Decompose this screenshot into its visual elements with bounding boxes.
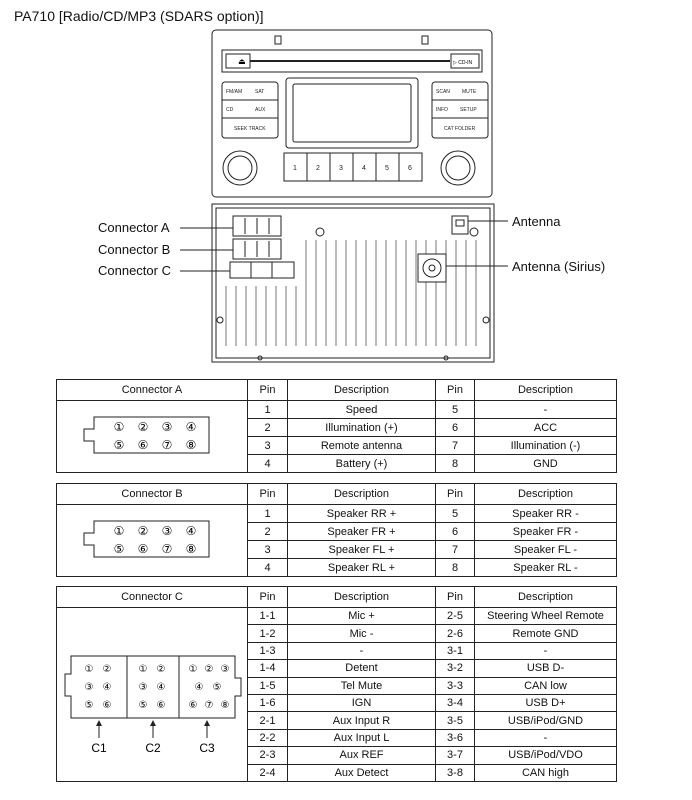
- plug-c3-label: C3: [199, 741, 215, 755]
- table-cell: 5: [436, 401, 475, 419]
- connector-b-plug-icon: [57, 505, 248, 577]
- table-cell: Aux Detect: [288, 764, 436, 781]
- table-cell: Speaker FR +: [288, 523, 436, 541]
- svg-text:③: ③: [84, 682, 94, 693]
- connector-a-table: [56, 379, 617, 473]
- table-cell: 3-8: [436, 764, 475, 781]
- svg-text:④: ④: [194, 682, 204, 693]
- table-cell: 1: [248, 401, 288, 419]
- display: [286, 78, 418, 148]
- btn-setup-label: SETUP: [460, 107, 477, 113]
- table-cell: Aux Input R: [288, 712, 436, 729]
- svg-text:⑥: ⑥: [137, 438, 149, 452]
- table-cell: Mic -: [288, 625, 436, 642]
- table-cell: 3: [248, 437, 288, 455]
- antenna-socket-icon: [452, 216, 468, 234]
- table-b-name: Connector B: [57, 484, 248, 505]
- col-pin: Pin: [436, 484, 475, 505]
- table-cell: Speaker FR -: [475, 523, 617, 541]
- table-cell: 2-5: [436, 608, 475, 625]
- table-cell: Remote GND: [475, 625, 617, 642]
- table-cell: -: [475, 401, 617, 419]
- btn-scan-label: SCAN: [436, 89, 450, 95]
- table-cell: 2-2: [248, 729, 288, 746]
- col-pin: Pin: [436, 380, 475, 401]
- table-cell: USB/iPod/GND: [475, 712, 617, 729]
- table-cell: 2-3: [248, 747, 288, 764]
- table-cell: 3-7: [436, 747, 475, 764]
- svg-text:①: ①: [113, 524, 125, 538]
- svg-text:⑦: ⑦: [161, 542, 173, 556]
- table-cell: Mic +: [288, 608, 436, 625]
- svg-text:④: ④: [185, 420, 197, 434]
- table-cell: 8: [436, 559, 475, 577]
- svg-text:⑥: ⑥: [137, 542, 149, 556]
- col-description: Description: [475, 484, 617, 505]
- table-cell: CAN low: [475, 677, 617, 694]
- svg-text:②: ②: [137, 420, 149, 434]
- svg-text:①: ①: [84, 664, 94, 675]
- svg-text:⑤: ⑤: [84, 700, 94, 711]
- table-cell: USB/iPod/VDO: [475, 747, 617, 764]
- table-cell: Speaker RL +: [288, 559, 436, 577]
- connector-c-table: [56, 586, 617, 782]
- svg-text:③: ③: [161, 524, 173, 538]
- callout-connector-b: Connector B: [98, 242, 171, 257]
- svg-text:⑦: ⑦: [204, 700, 214, 711]
- connector-b-table: [56, 483, 617, 577]
- table-cell: GND: [475, 455, 617, 473]
- table-cell: 6: [436, 523, 475, 541]
- table-cell: -: [288, 642, 436, 659]
- svg-text:③: ③: [138, 682, 148, 693]
- table-cell: Speaker FL -: [475, 541, 617, 559]
- svg-text:③: ③: [220, 664, 230, 675]
- table-cell: 3: [248, 541, 288, 559]
- table-cell: 1-5: [248, 677, 288, 694]
- preset-6: 6: [408, 165, 412, 172]
- btn-sat-label: SAT: [255, 89, 265, 95]
- table-cell: Tel Mute: [288, 677, 436, 694]
- svg-text:⑤: ⑤: [138, 700, 148, 711]
- table-cell: Speaker RL -: [475, 559, 617, 577]
- svg-text:①: ①: [188, 664, 198, 675]
- table-cell: 5: [436, 505, 475, 523]
- callout-connector-a: Connector A: [98, 220, 170, 235]
- svg-text:④: ④: [102, 682, 112, 693]
- table-cell: Illumination (-): [475, 437, 617, 455]
- preset-3: 3: [339, 165, 343, 172]
- svg-text:②: ②: [156, 664, 166, 675]
- table-cell: Speaker FL +: [288, 541, 436, 559]
- eject-label: ⏏: [238, 57, 246, 66]
- table-cell: 2-4: [248, 764, 288, 781]
- svg-text:⑥: ⑥: [102, 700, 112, 711]
- svg-text:⑤: ⑤: [212, 682, 222, 693]
- btn-cd-label: CD: [226, 107, 234, 113]
- table-cell: USB D+: [475, 694, 617, 711]
- plug-c1-label: C1: [91, 741, 107, 755]
- svg-text:⑤: ⑤: [113, 438, 125, 452]
- svg-text:②: ②: [137, 524, 149, 538]
- plug-c2-label: C2: [145, 741, 161, 755]
- preset-5: 5: [385, 165, 389, 172]
- connector-c-shape: [230, 262, 294, 278]
- table-cell: 3-1: [436, 642, 475, 659]
- table-cell: 2: [248, 419, 288, 437]
- connector-a-plug-icon: [57, 401, 248, 473]
- table-cell: 2-6: [436, 625, 475, 642]
- radio-front-panel: [212, 30, 492, 197]
- btn-cat-label: CAT FOLDER: [444, 126, 476, 132]
- col-pin: Pin: [248, 484, 288, 505]
- table-cell: IGN: [288, 694, 436, 711]
- btn-fmam-label: FM/AM: [226, 89, 243, 95]
- table-cell: 7: [436, 437, 475, 455]
- table-cell: ACC: [475, 419, 617, 437]
- table-cell: 3-3: [436, 677, 475, 694]
- svg-text:①: ①: [113, 420, 125, 434]
- svg-text:⑤: ⑤: [113, 542, 125, 556]
- table-a-name: Connector A: [57, 380, 248, 401]
- table-cell: Remote antenna: [288, 437, 436, 455]
- table-cell: 7: [436, 541, 475, 559]
- svg-text:②: ②: [204, 664, 214, 675]
- svg-text:⑥: ⑥: [156, 700, 166, 711]
- table-cell: 3-5: [436, 712, 475, 729]
- table-cell: 4: [248, 455, 288, 473]
- col-pin: Pin: [248, 380, 288, 401]
- col-pin: Pin: [248, 587, 288, 608]
- table-c-name: Connector C: [57, 587, 248, 608]
- svg-text:⑦: ⑦: [161, 438, 173, 452]
- radio-diagram: [0, 0, 692, 370]
- table-cell: Detent: [288, 660, 436, 677]
- table-cell: Illumination (+): [288, 419, 436, 437]
- svg-text:④: ④: [185, 524, 197, 538]
- col-description: Description: [288, 380, 436, 401]
- table-cell: 6: [436, 419, 475, 437]
- callout-connector-c: Connector C: [98, 263, 171, 278]
- table-cell: 1-2: [248, 625, 288, 642]
- table-cell: -: [475, 642, 617, 659]
- svg-text:⑧: ⑧: [220, 700, 230, 711]
- btn-mute-label: MUTE: [462, 89, 477, 95]
- cd-in-label: ▷ CD-IN: [453, 60, 473, 66]
- table-cell: Steering Wheel Remote: [475, 608, 617, 625]
- table-cell: 3-2: [436, 660, 475, 677]
- table-cell: 1-3: [248, 642, 288, 659]
- svg-text:⑧: ⑧: [185, 542, 197, 556]
- table-cell: CAN high: [475, 764, 617, 781]
- svg-text:④: ④: [156, 682, 166, 693]
- radio-rear-view: [180, 204, 508, 362]
- table-cell: Speed: [288, 401, 436, 419]
- svg-text:②: ②: [102, 664, 112, 675]
- table-cell: 2-1: [248, 712, 288, 729]
- page-title: PA710 [Radio/CD/MP3 (SDARS option)]: [14, 8, 264, 24]
- svg-text:⑧: ⑧: [185, 438, 197, 452]
- table-cell: Speaker RR +: [288, 505, 436, 523]
- preset-2: 2: [316, 165, 320, 172]
- table-cell: Aux REF: [288, 747, 436, 764]
- table-cell: 1-6: [248, 694, 288, 711]
- table-cell: 2: [248, 523, 288, 541]
- col-pin: Pin: [436, 587, 475, 608]
- table-cell: 3-4: [436, 694, 475, 711]
- sirius-antenna-socket-icon: [418, 254, 446, 282]
- col-description: Description: [475, 587, 617, 608]
- callout-antenna-sirius: Antenna (Sirius): [512, 259, 606, 274]
- connector-c-plug-icon: [57, 608, 248, 782]
- col-description: Description: [288, 484, 436, 505]
- preset-1: 1: [293, 165, 297, 172]
- btn-seek-label: SEEK TRACK: [234, 126, 266, 132]
- btn-aux-label: AUX: [255, 107, 266, 113]
- table-cell: USB D-: [475, 660, 617, 677]
- callout-antenna: Antenna: [512, 214, 561, 229]
- table-cell: 1: [248, 505, 288, 523]
- table-cell: -: [475, 729, 617, 746]
- table-cell: 8: [436, 455, 475, 473]
- table-cell: Battery (+): [288, 455, 436, 473]
- preset-4: 4: [362, 165, 366, 172]
- btn-info-label: INFO: [436, 107, 448, 113]
- col-description: Description: [288, 587, 436, 608]
- table-cell: 1-1: [248, 608, 288, 625]
- table-cell: Aux Input L: [288, 729, 436, 746]
- col-description: Description: [475, 380, 617, 401]
- table-cell: 3-6: [436, 729, 475, 746]
- svg-text:①: ①: [138, 664, 148, 675]
- table-cell: 4: [248, 559, 288, 577]
- table-cell: 1-4: [248, 660, 288, 677]
- svg-text:③: ③: [161, 420, 173, 434]
- table-cell: Speaker RR -: [475, 505, 617, 523]
- svg-text:⑥: ⑥: [188, 700, 198, 711]
